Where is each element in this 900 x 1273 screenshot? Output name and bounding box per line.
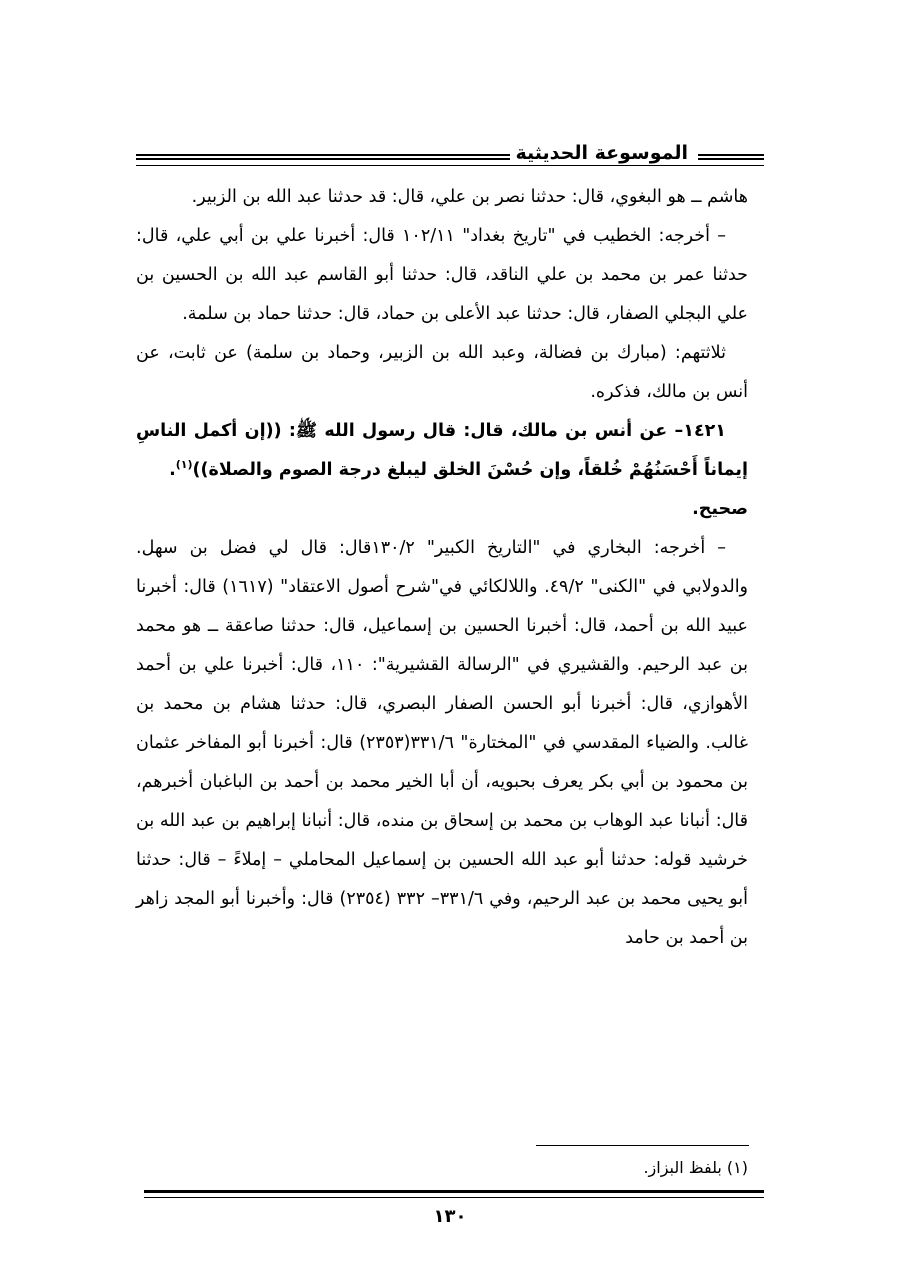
header-rule-left bbox=[136, 154, 556, 160]
footnote: (١) بلفظ البزاز. bbox=[643, 1158, 748, 1177]
header-rule-right bbox=[698, 154, 764, 160]
hadith-end: . bbox=[169, 460, 176, 480]
hadith-grade: صحيح. bbox=[692, 499, 748, 519]
footnote-separator bbox=[536, 1145, 749, 1146]
hadith-body: ١٤٢١– عن أنس بن مالك، قال: قال رسول الله ﷺ: ((إن أكمل الناسِ إيماناً أَحْسَنُهُمْ خُلقاً، وإن حُسْنَ الخلق ليبلغ درجة الصوم والصلاة)) bbox=[136, 421, 748, 480]
paragraph: ثلاثتهم: (مبارك بن فضالة، وعبد الله بن الزبير، وحماد بن سلمة) عن ثابت، عن أنس بن مالك، فذكره. bbox=[136, 343, 748, 402]
main-text bbox=[136, 178, 748, 958]
page-number: ١٣٠ bbox=[433, 1206, 467, 1227]
header-underline bbox=[136, 165, 764, 166]
header-title: الموسوعة الحديثية bbox=[510, 142, 695, 164]
hadith-text bbox=[136, 412, 748, 490]
paragraph: – أخرجه: الخطيب في "تاريخ بغداد" ١٠٢/١١ قال: أخبرنا علي بن أبي علي، قال: حدثنا عمر بن محمد بن علي الناقد، قال: حدثنا أبو القاسم عبد الله بن الحسين بن علي البجلي الصفار، قال: حدثنا عبد الأعلى بن حماد، قال: حدثنا حماد بن سلمة. bbox=[136, 226, 748, 324]
takhrij-paragraph: – أخرجه: البخاري في "التاريخ الكبير" ١٣٠/٢قال: قال لي فضل بن سهل. والدولابي في "الكنى" ٤٩/٢. واللالكائي في"شرح أصول الاعتقاد" (١٦١٧) قال: أخبرنا عبيد الله بن أحمد، قال: أخبرنا الحسين بن إسماعيل، قال: حدثنا صاعقة ــ هو محمد بن عبد الرحيم. والقشيري في "الرسالة القشيرية": ١١٠، قال: أخبرنا علي بن أحمد الأهوازي، قال: أخبرنا أبو الحسن الصفار البصري، قال: حدثنا هشام بن محمد بن غالب. والضياء المقدسي في "المختارة" ٣٣١/٦(٢٣٥٣) قال: أخبرنا أبو المفاخر عثمان بن محمود بن أبي بكر يعرف بحبويه، أن أبا الخير محمد بن أحمد بن الباغبان أخبرهم، قال: أنبانا عبد الوهاب بن محمد بن إسحاق بن منده، قال: أنبانا إبراهيم بن عبد الله بن خرشيد قوله: حدثنا أبو عبد الله الحسين بن إسماعيل المحاملي – إملاءً – قال: حدثنا أبو يحيى محمد بن عبد الرحيم، وفي ٣٣١/٦– ٣٣٢ (٢٣٥٤) قال: وأخبرنا أبو المجد زاهر بن أحمد بن حامد bbox=[136, 538, 749, 948]
footnote-reference: (١) bbox=[175, 458, 193, 472]
paragraph: هاشم ــ هو البغوي، قال: حدثنا نصر بن علي، قال: قد حدثنا عبد الله بن الزبير. bbox=[191, 187, 748, 207]
footer-rule bbox=[144, 1190, 764, 1198]
running-header bbox=[136, 138, 764, 174]
